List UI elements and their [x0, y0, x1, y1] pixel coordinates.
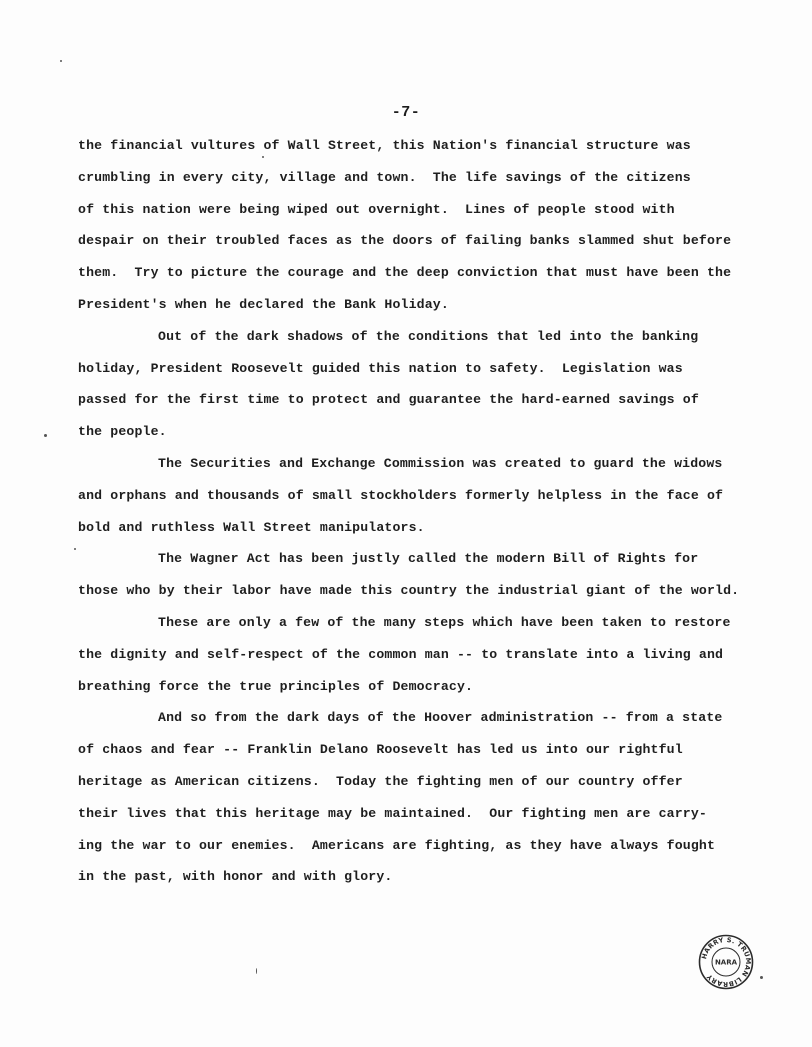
text-line: The Securities and Exchange Commission was created to guard the widows — [158, 455, 723, 471]
text-line: their lives that this heritage may be maintained. Our fighting men are carry- — [78, 805, 707, 821]
text-line: in the past, with honor and with glory. — [78, 869, 393, 885]
library-seal — [698, 934, 754, 990]
text-line: and orphans and thousands of small stockholders formerly helpless in the face of — [78, 487, 724, 503]
paragraph — [78, 130, 738, 321]
text-line: ing the war to our enemies. Americans are fighting, as they have always fought — [78, 837, 716, 853]
text-line: bold and ruthless Wall Street manipulators. — [78, 519, 425, 535]
text-line: of chaos and fear -- Franklin Delano Roosevelt has led us into our rightful — [78, 742, 683, 758]
scan-speck — [44, 434, 47, 437]
text-line: the people. — [78, 424, 167, 440]
paragraph — [78, 543, 738, 607]
text-line: holiday, President Roosevelt guided this nation to safety. Legislation was — [78, 360, 683, 376]
svg-text:NARA: NARA — [714, 958, 738, 967]
scan-speck — [256, 968, 257, 974]
text-line: And so from the dark days of the Hoover administration -- from a state — [158, 710, 723, 726]
document-body — [78, 130, 738, 893]
paragraph — [78, 607, 738, 702]
text-line: the dignity and self-respect of the common man -- to translate into a living and — [78, 646, 724, 662]
seal-icon — [698, 934, 754, 990]
text-line: heritage as American citizens. Today the fighting men of our country offer — [78, 773, 683, 789]
scan-speck — [760, 976, 763, 979]
text-line: President's when he declared the Bank Holiday. — [78, 296, 449, 312]
text-line: These are only a few of the many steps which have been taken to restore — [158, 614, 731, 630]
text-line: passed for the first time to protect and guarantee the hard-earned savings of — [78, 392, 699, 408]
scan-speck — [60, 60, 62, 62]
text-line: those who by their labor have made this country the industrial giant of the world. — [78, 583, 740, 599]
page-number: -7- — [391, 104, 421, 121]
text-line: The Wagner Act has been justly called the modern Bill of Rights for — [158, 551, 699, 567]
text-line: crumbling in every city, village and town. The life savings of the citizens — [78, 169, 691, 185]
paragraph — [78, 321, 738, 448]
paragraph — [78, 702, 738, 893]
svg-text:HARRY S. TRUMAN LIBRARY: HARRY S. TRUMAN LIBRARY — [700, 935, 753, 989]
text-line: breathing force the true principles of Democracy. — [78, 678, 474, 694]
paragraph — [78, 448, 738, 543]
text-line: of this nation were being wiped out overnight. Lines of people stood with — [78, 201, 675, 217]
scan-speck — [262, 156, 264, 158]
text-line: Out of the dark shadows of the conditions that led into the banking — [158, 328, 699, 344]
scan-speck — [74, 548, 76, 550]
text-line: the financial vultures of Wall Street, this Nation's financial structure was — [78, 138, 691, 153]
text-line: them. Try to picture the courage and the deep conviction that must have been the — [78, 265, 732, 281]
text-line: despair on their troubled faces as the doors of failing banks slammed shut before — [78, 233, 732, 249]
